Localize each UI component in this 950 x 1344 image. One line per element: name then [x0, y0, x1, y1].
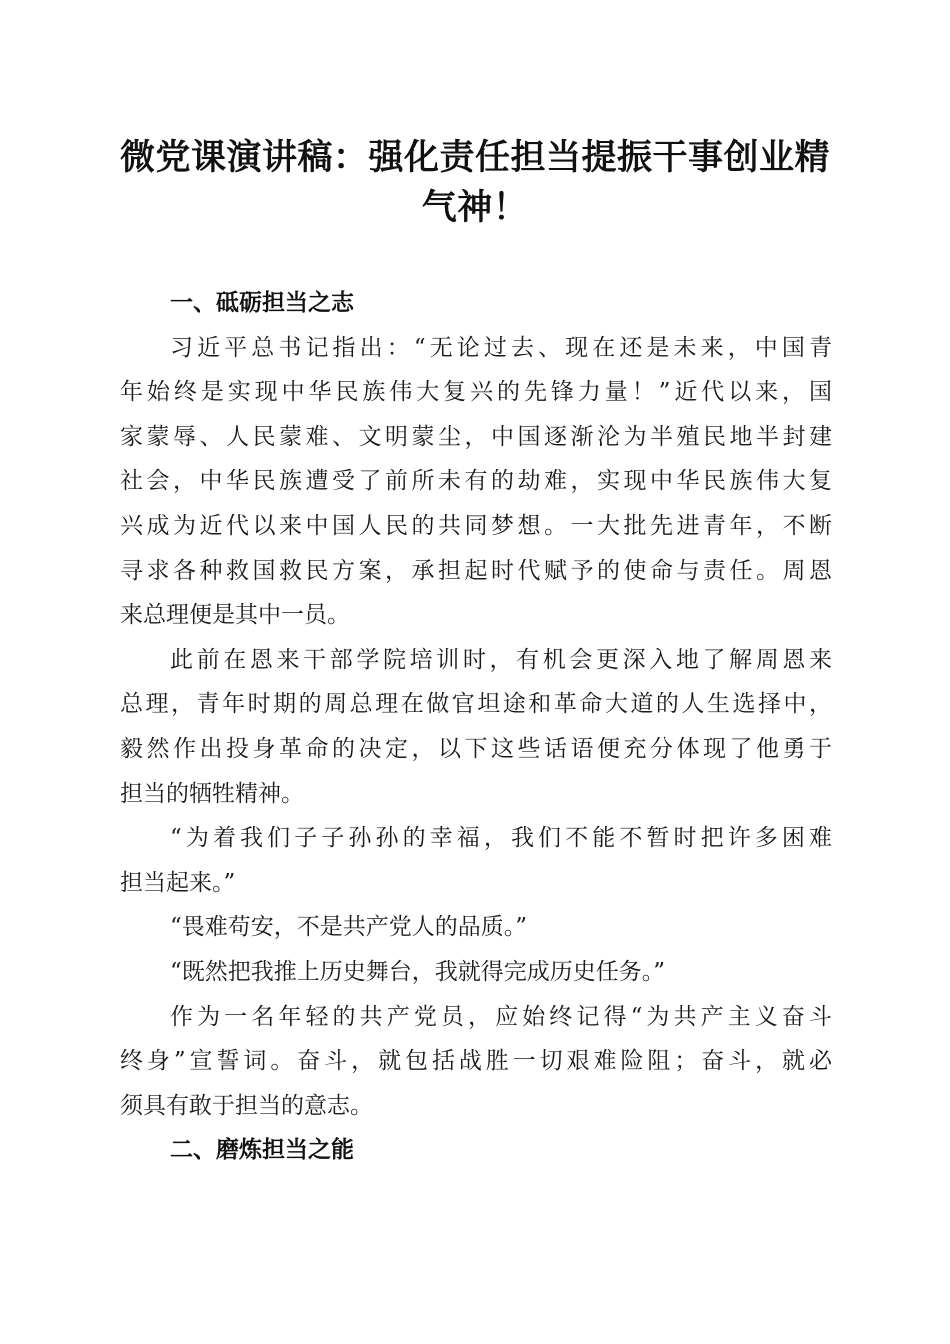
- paragraph-line: “为着我们子子孙孙的幸福，我们不能不暂时把许多困难: [170, 825, 832, 852]
- paragraph-line: 终身”宣誓词。奋斗，就包括战胜一切艰难险阻；奋斗，就必: [120, 1048, 832, 1075]
- title-line: 气神！: [421, 187, 529, 228]
- quote-paragraph: [120, 950, 832, 995]
- paragraph-line: 社会，中华民族遭受了前所未有的劫难，实现中华民族伟大复: [120, 468, 832, 495]
- paragraph-line: “既然把我推上历史舞台，我就得完成历史任务。”: [170, 958, 666, 985]
- document-title: [100, 133, 850, 233]
- paragraph-line: “畏难苟安，不是共产党人的品质。”: [170, 914, 528, 941]
- paragraph: [120, 638, 832, 816]
- paragraph-line: 须具有敢于担当的意志。: [120, 1092, 373, 1119]
- section-heading: 二、磨炼担当之能: [170, 1137, 354, 1164]
- paragraph-line: 来总理便是其中一员。: [120, 602, 350, 629]
- paragraph-line: 此前在恩来干部学院培训时，有机会更深入地了解周恩来: [170, 646, 832, 673]
- title-line: 微党课演讲稿：强化责任担当提振干事创业精: [119, 137, 830, 178]
- paragraph-line: 家蒙辱、人民蒙难、文明蒙尘，中国逐渐沦为半殖民地半封建: [120, 423, 832, 450]
- paragraph-line: 作为一名年轻的共产党员，应始终记得“为共产主义奋斗: [170, 1003, 832, 1030]
- quote-paragraph: [120, 905, 832, 950]
- paragraph-line: 担当起来。”: [120, 869, 236, 896]
- document-body: [120, 281, 832, 1173]
- paragraph-line: 年始终是实现中华民族伟大复兴的先锋力量！”近代以来，国: [120, 379, 832, 406]
- paragraph-line: 兴成为近代以来中国人民的共同梦想。一大批先进青年，不断: [120, 512, 832, 539]
- paragraph-line: 习近平总书记指出：“无论过去、现在还是未来，中国青: [170, 334, 832, 361]
- paragraph-line: 总理，青年时期的周总理在做官坦途和革命大道的人生选择中，: [120, 691, 832, 718]
- paragraph: [120, 326, 832, 638]
- paragraph-line: 担当的牺牲精神。: [120, 780, 304, 807]
- paragraph-line: 寻求各种救国救民方案，承担起时代赋予的使命与责任。周恩: [120, 557, 832, 584]
- paragraph-line: 毅然作出投身革命的决定，以下这些话语便充分体现了他勇于: [120, 735, 832, 762]
- section-heading: 一、砥砺担当之志: [170, 290, 354, 316]
- paragraph: [120, 995, 832, 1129]
- quote-paragraph: [120, 816, 832, 905]
